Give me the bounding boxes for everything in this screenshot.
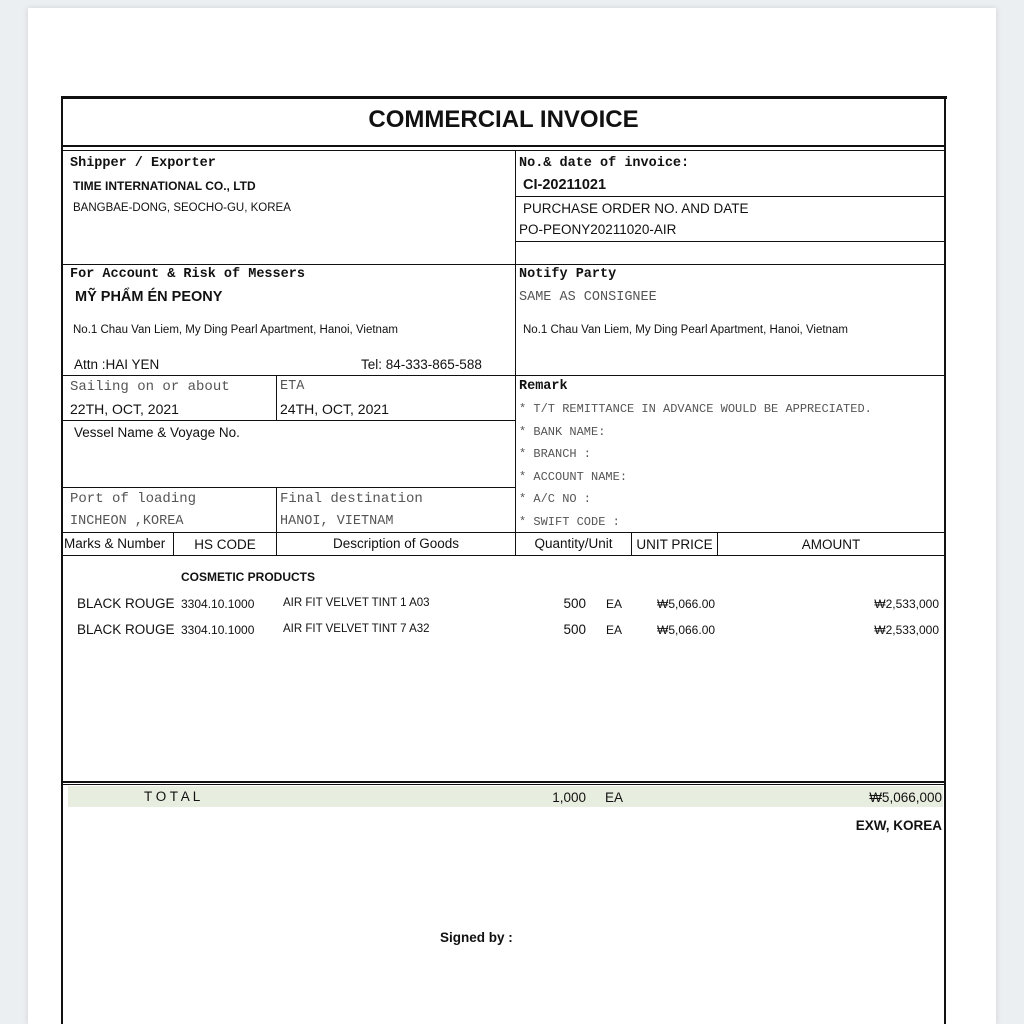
remark-line: * BRANCH : — [519, 447, 592, 461]
consignee-attn: Attn :HAI YEN — [74, 357, 160, 372]
col-header-unit-price: UNIT PRICE — [636, 537, 713, 552]
col-header-amount: AMOUNT — [801, 537, 861, 552]
total-amount: ₩5,066,000 — [869, 790, 942, 805]
item-amount: ₩2,533,000 — [874, 623, 939, 637]
category-label: COSMETIC PRODUCTS — [181, 570, 316, 584]
sailing-label: Sailing on or about — [70, 379, 230, 395]
consignee-label: For Account & Risk of Messers — [70, 267, 305, 282]
item-unit: EA — [606, 597, 623, 611]
item-description: AIR FIT VELVET TINT 7 A32 — [283, 623, 430, 635]
remark-line: * T/T REMITTANCE IN ADVANCE WOULD BE APPRECIATED. — [519, 402, 872, 416]
item-description: AIR FIT VELVET TINT 1 A03 — [283, 597, 430, 609]
item-quantity: 500 — [563, 622, 586, 637]
col-header-quantity: Quantity/Unit — [534, 536, 613, 551]
notify-label: Notify Party — [519, 267, 617, 282]
final-destination-value: HANOI, VIETNAM — [280, 514, 394, 529]
consignee-address: No.1 Chau Van Liem, My Ding Pearl Apartment, Hanoi, Vietnam — [73, 324, 398, 336]
consignee-name: MỸ PHẨM ÉN PEONY — [75, 289, 223, 305]
po-value: PO-PEONY20211020-AIR — [519, 222, 677, 237]
eta-value: 24TH, OCT, 2021 — [280, 401, 389, 417]
item-hs-code: 3304.10.1000 — [181, 597, 255, 611]
item-amount: ₩2,533,000 — [874, 597, 939, 611]
remark-line: * ACCOUNT NAME: — [519, 470, 628, 484]
remark-line: * A/C NO : — [519, 492, 592, 506]
item-hs-code: 3304.10.1000 — [181, 623, 255, 637]
item-unit: EA — [606, 623, 623, 637]
port-loading-label: Port of loading — [70, 491, 197, 507]
signed-by-label: Signed by : — [440, 930, 513, 945]
notify-value: SAME AS CONSIGNEE — [519, 290, 657, 305]
shipper-company: TIME INTERNATIONAL CO., LTD — [73, 179, 256, 193]
shipper-label: Shipper / Exporter — [70, 156, 216, 171]
shipper-address: BANGBAE-DONG, SEOCHO-GU, KOREA — [73, 202, 291, 214]
remark-line: * SWIFT CODE : — [519, 515, 620, 529]
trade-terms: EXW, KOREA — [855, 818, 942, 833]
col-header-description: Description of Goods — [332, 536, 460, 551]
invoice-no-value: CI-20211021 — [523, 177, 607, 193]
eta-label: ETA — [280, 379, 305, 394]
col-header-marks: Marks & Number — [64, 536, 166, 551]
item-unit-price: ₩5,066.00 — [657, 597, 716, 611]
item-marks: BLACK ROUGE — [77, 596, 175, 611]
po-label: PURCHASE ORDER NO. AND DATE — [523, 201, 749, 216]
invoice-title: COMMERCIAL INVOICE — [368, 106, 639, 133]
item-unit-price: ₩5,066.00 — [657, 623, 716, 637]
final-destination-label: Final destination — [280, 491, 423, 507]
sailing-value: 22TH, OCT, 2021 — [70, 401, 179, 417]
notify-address: No.1 Chau Van Liem, My Ding Pearl Apartment, Hanoi, Vietnam — [523, 324, 848, 336]
remark-label: Remark — [519, 379, 568, 394]
total-unit: EA — [605, 790, 624, 805]
invoice-no-label: No.& date of invoice: — [519, 156, 690, 171]
consignee-tel: Tel: 84-333-865-588 — [361, 357, 482, 372]
col-header-hs-code: HS CODE — [194, 537, 256, 552]
vessel-label: Vessel Name & Voyage No. — [74, 425, 240, 440]
total-label: T O T A L — [144, 789, 201, 804]
port-loading-value: INCHEON ,KOREA — [70, 514, 184, 529]
remark-line: * BANK NAME: — [519, 425, 606, 439]
item-quantity: 500 — [563, 596, 586, 611]
item-marks: BLACK ROUGE — [77, 622, 175, 637]
total-quantity: 1,000 — [552, 790, 586, 805]
